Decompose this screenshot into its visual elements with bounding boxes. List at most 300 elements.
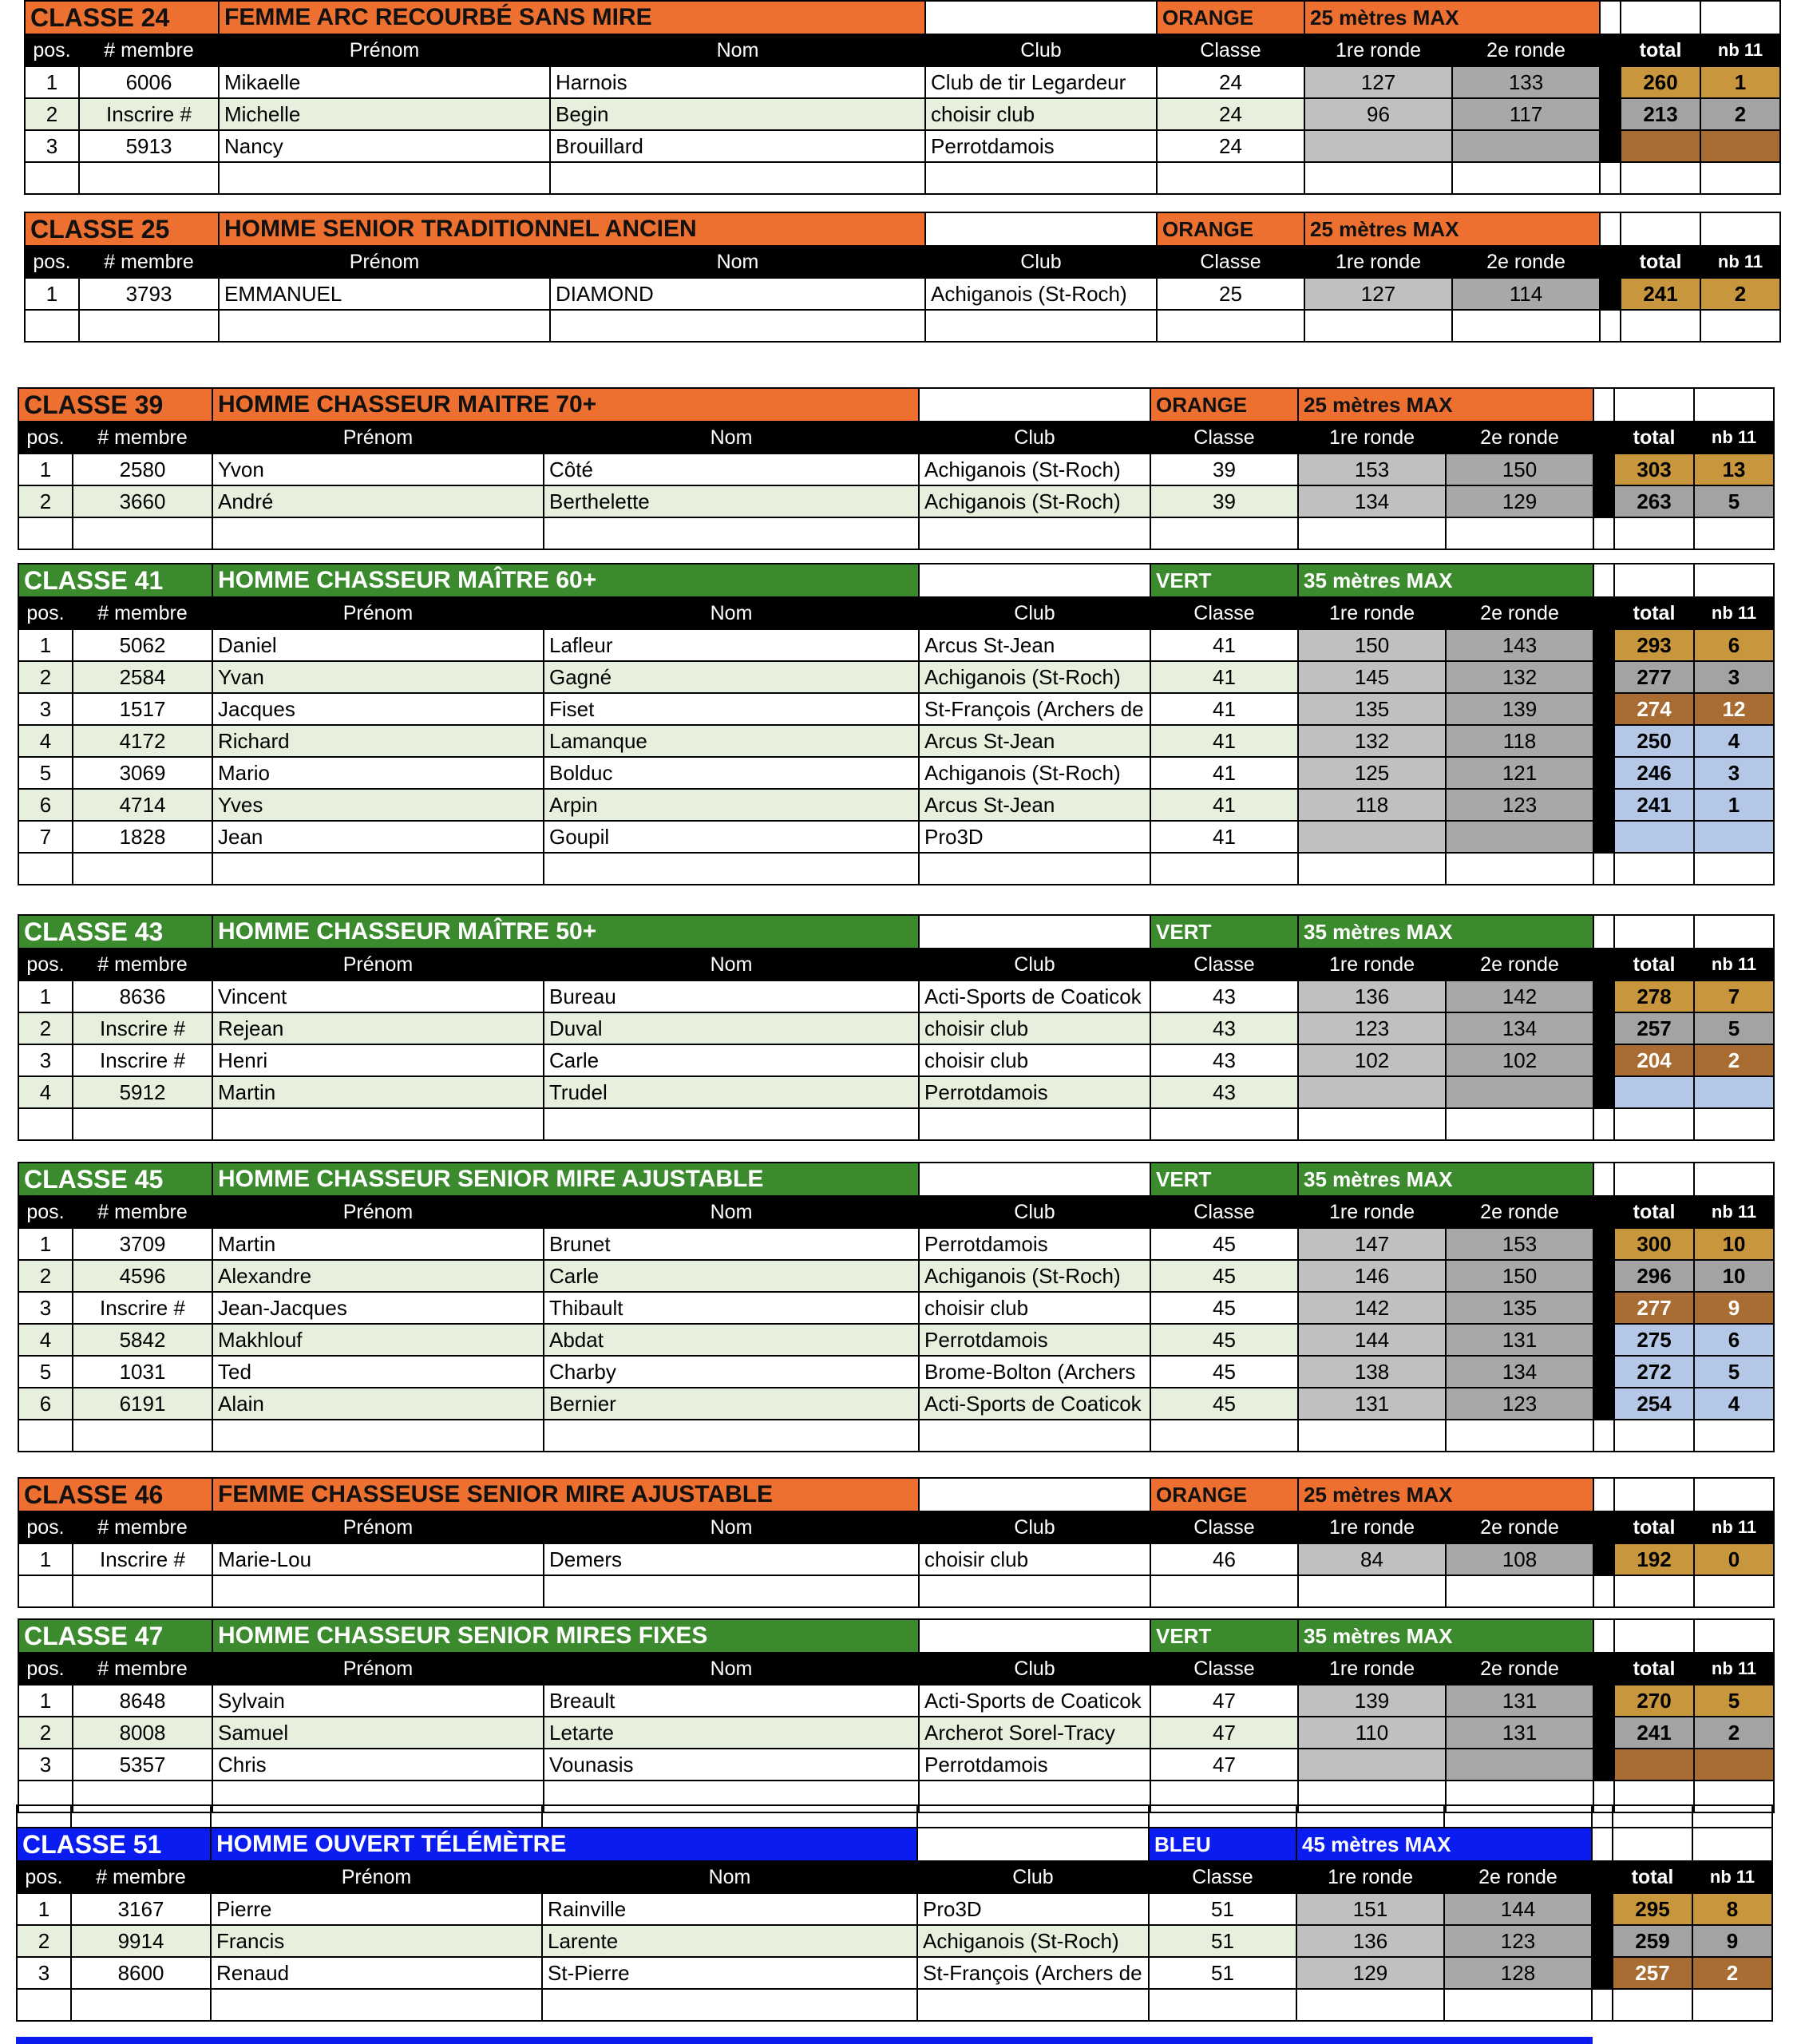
cell-membre: 8600 (71, 1957, 211, 1989)
cell-r2 (1446, 821, 1593, 853)
max-distance: 25 mètres MAX (1298, 1478, 1593, 1511)
cell-membre: 3793 (79, 278, 219, 310)
header-club: Club (919, 422, 1150, 454)
cell-membre: 5842 (73, 1324, 212, 1356)
cell-separator (1593, 1749, 1614, 1781)
cell-separator (1600, 98, 1621, 130)
table-row (18, 1260, 1774, 1292)
cell-pos: 3 (18, 1749, 73, 1781)
cell-membre: 8008 (73, 1717, 212, 1749)
cell-classe: 45 (1150, 1356, 1298, 1388)
header-r1: 1re ronde (1298, 949, 1446, 980)
cell-classe: 41 (1150, 757, 1298, 789)
cell-pos: 5 (18, 757, 73, 789)
cell-r2: 134 (1446, 1012, 1593, 1044)
cell-pos: 1 (18, 980, 73, 1012)
cell-nb11: 5 (1694, 485, 1774, 517)
header-membre: # membre (73, 422, 212, 454)
header-r1: 1re ronde (1298, 597, 1446, 629)
title-spacer (1614, 1619, 1694, 1653)
title-spacer (1614, 564, 1694, 597)
header-separator (1593, 597, 1614, 629)
cell-pos: 2 (18, 1012, 73, 1044)
cell-club: Perrotdamois (919, 1076, 1150, 1108)
cell-total (1621, 130, 1700, 162)
cell-r1: 138 (1298, 1356, 1446, 1388)
section-classe-46 (18, 1477, 1775, 1608)
cell-separator (1593, 1260, 1614, 1292)
class-table (18, 387, 1775, 550)
column-header-row (18, 422, 1774, 454)
cell-total: 204 (1614, 1044, 1694, 1076)
table-row (18, 661, 1774, 693)
header-prenom: Prénom (212, 1511, 544, 1543)
cell-total: 257 (1614, 1012, 1694, 1044)
distance-color: BLEU (1149, 1828, 1296, 1861)
title-spacer (1694, 564, 1774, 597)
title-spacer (1694, 1619, 1774, 1653)
class-number: CLASSE 46 (18, 1478, 212, 1511)
cell-r2: 129 (1446, 485, 1593, 517)
cell-membre: 5912 (73, 1076, 212, 1108)
cell-r1: 123 (1298, 1012, 1446, 1044)
cell-prenom: Nancy (219, 130, 550, 162)
cell-prenom: Yves (212, 789, 544, 821)
header-pos: pos. (17, 1861, 71, 1893)
cell-separator (1593, 1044, 1614, 1076)
cell-pos: 1 (18, 1228, 73, 1260)
cell-total: 263 (1614, 485, 1694, 517)
cell-pos: 5 (18, 1356, 73, 1388)
title-spacer (919, 1619, 1150, 1653)
title-spacer (1692, 1828, 1772, 1861)
cell-club: Arcus St-Jean (919, 725, 1150, 757)
cell-prenom: EMMANUEL (219, 278, 550, 310)
cell-r1: 118 (1298, 789, 1446, 821)
max-distance: 25 mètres MAX (1298, 388, 1593, 422)
cell-pos: 3 (25, 130, 79, 162)
cell-prenom: Pierre (211, 1893, 542, 1925)
cell-total: 250 (1614, 725, 1694, 757)
cell-total (1614, 821, 1694, 853)
table-row (18, 980, 1774, 1012)
cell-r2: 123 (1446, 789, 1593, 821)
cell-nb11: 3 (1694, 661, 1774, 693)
cell-classe: 47 (1150, 1685, 1298, 1717)
cell-r2: 114 (1452, 278, 1600, 310)
cell-membre: Inscrire # (79, 98, 219, 130)
max-distance: 25 mètres MAX (1304, 1, 1600, 34)
cell-club: St-François (Archers de (919, 693, 1150, 725)
header-nb11: nb 11 (1700, 34, 1780, 66)
cell-r1: 144 (1298, 1324, 1446, 1356)
blank-row (17, 1989, 1772, 2021)
cell-club: Achiganois (St-Roch) (917, 1925, 1149, 1957)
class-number: CLASSE 47 (18, 1619, 212, 1653)
cell-club: choisir club (919, 1012, 1150, 1044)
cell-nom: Carle (544, 1260, 919, 1292)
cell-membre: 6191 (73, 1388, 212, 1420)
header-club: Club (925, 246, 1157, 278)
blank-row (17, 1805, 1772, 1828)
cell-club: choisir club (925, 98, 1157, 130)
cell-membre: 5062 (73, 629, 212, 661)
cell-total: 241 (1614, 1717, 1694, 1749)
cell-total: 241 (1614, 789, 1694, 821)
cell-total (1614, 1749, 1694, 1781)
cell-r1: 96 (1304, 98, 1452, 130)
cell-nom: Brunet (544, 1228, 919, 1260)
header-classe: Classe (1150, 1511, 1298, 1543)
cell-prenom: Martin (212, 1076, 544, 1108)
class-name: HOMME CHASSEUR SENIOR MIRE AJUSTABLE (212, 1163, 919, 1196)
table-row (18, 693, 1774, 725)
cell-separator (1593, 1543, 1614, 1575)
header-prenom: Prénom (212, 597, 544, 629)
cell-r2: 123 (1446, 1388, 1593, 1420)
cell-prenom: Richard (212, 725, 544, 757)
table-row (18, 1717, 1774, 1749)
title-spacer (1700, 1, 1780, 34)
header-r1: 1re ronde (1298, 1653, 1446, 1685)
header-nom: Nom (544, 597, 919, 629)
cell-prenom: Renaud (211, 1957, 542, 1989)
cell-club: Acti-Sports de Coaticok (919, 980, 1150, 1012)
cell-total: 296 (1614, 1260, 1694, 1292)
title-spacer (1593, 388, 1614, 422)
cell-total: 213 (1621, 98, 1700, 130)
cell-pos: 1 (17, 1893, 71, 1925)
cell-club: Brome-Bolton (Archers (919, 1356, 1150, 1388)
header-prenom: Prénom (219, 246, 550, 278)
cell-classe: 24 (1157, 66, 1304, 98)
blank-row (18, 517, 1774, 549)
cell-classe: 24 (1157, 98, 1304, 130)
cell-nb11: 4 (1694, 1388, 1774, 1420)
cell-nb11 (1694, 821, 1774, 853)
cell-total: 300 (1614, 1228, 1694, 1260)
cell-pos: 2 (25, 98, 79, 130)
cell-club: Perrotdamois (919, 1324, 1150, 1356)
table-row (17, 1957, 1772, 1989)
cell-nom: DIAMOND (550, 278, 925, 310)
header-membre: # membre (79, 246, 219, 278)
cell-membre: 2584 (73, 661, 212, 693)
cell-r1 (1304, 130, 1452, 162)
cell-pos: 2 (18, 485, 73, 517)
section-classe-51 (16, 1804, 1773, 2022)
cell-total: 303 (1614, 454, 1694, 485)
header-total: total (1614, 422, 1694, 454)
cell-prenom: Jean-Jacques (212, 1292, 544, 1324)
cell-r2: 143 (1446, 629, 1593, 661)
cell-nom: Charby (544, 1356, 919, 1388)
cell-pos: 6 (18, 789, 73, 821)
cell-club: choisir club (919, 1543, 1150, 1575)
cell-club: Pro3D (919, 821, 1150, 853)
cell-nom: Thibault (544, 1292, 919, 1324)
title-spacer (1614, 1478, 1694, 1511)
cell-r2: 135 (1446, 1292, 1593, 1324)
cell-separator (1600, 66, 1621, 98)
title-spacer (919, 388, 1150, 422)
max-distance: 25 mètres MAX (1304, 212, 1600, 246)
distance-color: ORANGE (1150, 1478, 1298, 1511)
cell-r2: 131 (1446, 1717, 1593, 1749)
distance-color: VERT (1150, 1163, 1298, 1196)
table-row (17, 1925, 1772, 1957)
cell-membre: Inscrire # (73, 1044, 212, 1076)
cell-club: Acti-Sports de Coaticok (919, 1388, 1150, 1420)
cell-separator (1593, 1292, 1614, 1324)
class-table (18, 1618, 1775, 1813)
cell-r1: 142 (1298, 1292, 1446, 1324)
cell-club: Achiganois (St-Roch) (925, 278, 1157, 310)
cell-classe: 47 (1150, 1749, 1298, 1781)
cell-r1: 147 (1298, 1228, 1446, 1260)
max-distance: 35 mètres MAX (1298, 1619, 1593, 1653)
class-table (24, 212, 1781, 343)
header-r1: 1re ronde (1304, 34, 1452, 66)
cell-pos: 1 (18, 1685, 73, 1717)
distance-color: VERT (1150, 915, 1298, 949)
class-title-row (25, 1, 1780, 34)
cell-classe: 41 (1150, 821, 1298, 853)
cell-membre: Inscrire # (73, 1543, 212, 1575)
header-separator (1593, 1196, 1614, 1228)
cell-membre: 4172 (73, 725, 212, 757)
class-title-row (18, 1619, 1774, 1653)
cell-r2: 132 (1446, 661, 1593, 693)
cell-club: Arcus St-Jean (919, 629, 1150, 661)
cell-separator (1592, 1893, 1613, 1925)
header-total: total (1614, 1511, 1694, 1543)
header-pos: pos. (18, 422, 73, 454)
cell-r1: 129 (1296, 1957, 1444, 1989)
cell-nom: Demers (544, 1543, 919, 1575)
header-membre: # membre (73, 597, 212, 629)
cell-nom: Lafleur (544, 629, 919, 661)
header-membre: # membre (73, 1653, 212, 1685)
class-number: CLASSE 45 (18, 1163, 212, 1196)
header-pos: pos. (25, 246, 79, 278)
header-r2: 2e ronde (1446, 597, 1593, 629)
cell-nom: Bernier (544, 1388, 919, 1420)
cell-classe: 45 (1150, 1324, 1298, 1356)
cell-r2: 153 (1446, 1228, 1593, 1260)
cell-r2: 118 (1446, 725, 1593, 757)
cell-nom: Abdat (544, 1324, 919, 1356)
cell-membre: 1517 (73, 693, 212, 725)
table-row (18, 454, 1774, 485)
column-header-row (25, 34, 1780, 66)
cell-nom: Harnois (550, 66, 925, 98)
distance-color: VERT (1150, 1619, 1298, 1653)
header-nb11: nb 11 (1694, 1653, 1774, 1685)
header-total: total (1614, 949, 1694, 980)
cell-r1: 125 (1298, 757, 1446, 789)
table-row (25, 98, 1780, 130)
cell-club: Perrotdamois (925, 130, 1157, 162)
cell-nom: Rainville (542, 1893, 917, 1925)
distance-color: VERT (1150, 564, 1298, 597)
cell-r2: 150 (1446, 454, 1593, 485)
cell-nb11: 6 (1694, 1324, 1774, 1356)
distance-color: ORANGE (1150, 388, 1298, 422)
cell-separator (1593, 485, 1614, 517)
table-row (18, 1228, 1774, 1260)
title-spacer (1614, 388, 1694, 422)
header-classe: Classe (1150, 949, 1298, 980)
class-table (18, 914, 1775, 1141)
cell-total (1614, 1076, 1694, 1108)
table-row (25, 66, 1780, 98)
cell-nom: Bureau (544, 980, 919, 1012)
class-name: HOMME CHASSEUR MAÎTRE 60+ (212, 564, 919, 597)
header-pos: pos. (18, 1511, 73, 1543)
cell-classe: 47 (1150, 1717, 1298, 1749)
section-classe-25 (24, 212, 1781, 343)
cell-membre: Inscrire # (73, 1012, 212, 1044)
cell-prenom: Chris (212, 1749, 544, 1781)
cell-membre: 3167 (71, 1893, 211, 1925)
cell-r2: 144 (1444, 1893, 1592, 1925)
cell-r1: 127 (1304, 66, 1452, 98)
cell-classe: 43 (1150, 980, 1298, 1012)
cell-total: 274 (1614, 693, 1694, 725)
cell-classe: 51 (1149, 1925, 1296, 1957)
cell-nom: Begin (550, 98, 925, 130)
table-row (18, 629, 1774, 661)
cell-r1: 102 (1298, 1044, 1446, 1076)
table-row (18, 757, 1774, 789)
header-nom: Nom (544, 1196, 919, 1228)
cell-separator (1593, 789, 1614, 821)
cell-nb11: 2 (1694, 1717, 1774, 1749)
class-number: CLASSE 24 (25, 1, 219, 34)
title-spacer (1593, 915, 1614, 949)
table-row (25, 130, 1780, 162)
cell-total: 254 (1614, 1388, 1694, 1420)
cell-prenom: Jacques (212, 693, 544, 725)
cell-classe: 41 (1150, 629, 1298, 661)
cell-pos: 1 (18, 629, 73, 661)
header-pos: pos. (18, 1196, 73, 1228)
cell-pos: 3 (18, 693, 73, 725)
next-section-edge (16, 2037, 1593, 2044)
cell-nom: Gagné (544, 661, 919, 693)
cell-nb11: 10 (1694, 1260, 1774, 1292)
cell-prenom: Alexandre (212, 1260, 544, 1292)
cell-classe: 43 (1150, 1076, 1298, 1108)
table-row (18, 1324, 1774, 1356)
cell-membre: 3709 (73, 1228, 212, 1260)
cell-r1: 134 (1298, 485, 1446, 517)
cell-nom: Larente (542, 1925, 917, 1957)
header-nom: Nom (544, 1653, 919, 1685)
section-classe-45 (18, 1162, 1775, 1452)
cell-r1: 151 (1296, 1893, 1444, 1925)
cell-nom: Bolduc (544, 757, 919, 789)
cell-nom: Letarte (544, 1717, 919, 1749)
header-prenom: Prénom (212, 949, 544, 980)
class-table (16, 1804, 1773, 2022)
header-total: total (1614, 597, 1694, 629)
column-header-row (18, 1196, 1774, 1228)
column-header-row (18, 949, 1774, 980)
cell-separator (1593, 725, 1614, 757)
table-row (18, 1076, 1774, 1108)
cell-nb11: 13 (1694, 454, 1774, 485)
class-name: HOMME CHASSEUR MAÎTRE 50+ (212, 915, 919, 949)
column-header-row (18, 1511, 1774, 1543)
cell-total: 259 (1613, 1925, 1692, 1957)
cell-r2: 123 (1444, 1925, 1592, 1957)
cell-r2: 131 (1446, 1324, 1593, 1356)
header-classe: Classe (1157, 34, 1304, 66)
class-number: CLASSE 25 (25, 212, 219, 246)
cell-membre: 5357 (73, 1749, 212, 1781)
header-nom: Nom (550, 34, 925, 66)
cell-separator (1600, 278, 1621, 310)
cell-nb11: 0 (1694, 1543, 1774, 1575)
cell-prenom: André (212, 485, 544, 517)
cell-classe: 45 (1150, 1292, 1298, 1324)
header-r2: 2e ronde (1446, 422, 1593, 454)
cell-pos: 3 (18, 1044, 73, 1076)
max-distance: 35 mètres MAX (1298, 564, 1593, 597)
header-separator (1593, 949, 1614, 980)
class-table (18, 1477, 1775, 1608)
header-r2: 2e ronde (1446, 1653, 1593, 1685)
cell-r1: 110 (1298, 1717, 1446, 1749)
header-classe: Classe (1150, 1196, 1298, 1228)
cell-prenom: Sylvain (212, 1685, 544, 1717)
title-spacer (1593, 1478, 1614, 1511)
cell-nom: Carle (544, 1044, 919, 1076)
cell-pos: 4 (18, 1324, 73, 1356)
cell-r2: 134 (1446, 1356, 1593, 1388)
header-classe: Classe (1149, 1861, 1296, 1893)
cell-pos: 2 (18, 1260, 73, 1292)
cell-membre: 3660 (73, 485, 212, 517)
cell-separator (1593, 980, 1614, 1012)
cell-pos: 2 (17, 1925, 71, 1957)
cell-r1: 136 (1296, 1925, 1444, 1957)
cell-separator (1593, 1717, 1614, 1749)
class-name: HOMME OUVERT TÉLÉMÈTRE (211, 1828, 917, 1861)
cell-separator (1593, 1076, 1614, 1108)
section-classe-24 (24, 0, 1781, 195)
cell-nom: Fiset (544, 693, 919, 725)
header-membre: # membre (73, 949, 212, 980)
class-title-row (18, 388, 1774, 422)
blank-row (25, 162, 1780, 194)
cell-nom: Lamanque (544, 725, 919, 757)
header-total: total (1621, 34, 1700, 66)
cell-classe: 39 (1150, 485, 1298, 517)
section-classe-47 (18, 1618, 1775, 1813)
cell-r1: 84 (1298, 1543, 1446, 1575)
cell-prenom: Martin (212, 1228, 544, 1260)
table-row (25, 278, 1780, 310)
cell-pos: 1 (18, 454, 73, 485)
table-row (18, 1388, 1774, 1420)
class-title-row (18, 915, 1774, 949)
cell-membre: 6006 (79, 66, 219, 98)
cell-total: 270 (1614, 1685, 1694, 1717)
cell-nb11: 12 (1694, 693, 1774, 725)
